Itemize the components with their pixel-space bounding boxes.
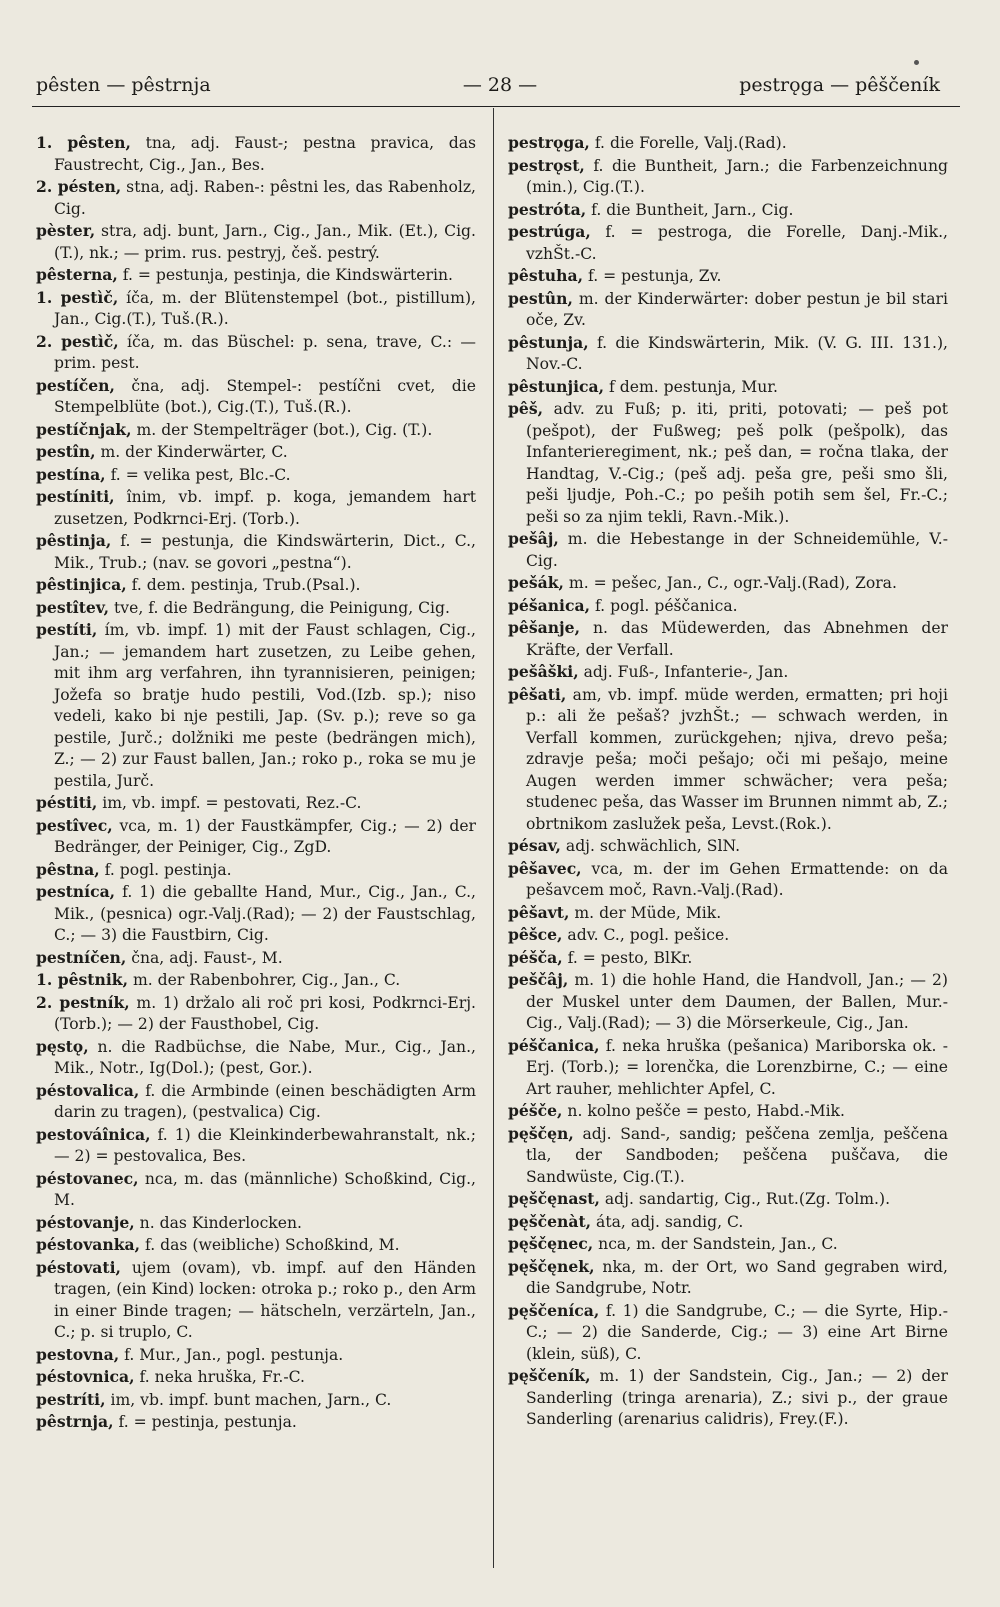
entry-definition: f dem. pestunja, Mur. (604, 377, 778, 396)
header-rule (32, 106, 960, 107)
entry-definition: m. = pešec, Jan., C., ogr.-Valj.(Rad), Zora. (563, 574, 897, 592)
entry-headword: pęščęnek, (508, 1256, 595, 1276)
dictionary-entry (36, 969, 476, 992)
entry-definition: tna, adj. Faust-; pestna pravica, das Faustrecht, Cig., Jan., Bes. (54, 134, 476, 174)
entry-headword: 2. pestìč, (36, 331, 119, 351)
entry-headword: 2. pésten, (36, 177, 122, 196)
entry-definition: adv. zu Fuß; p. iti, priti, potovati; — peš pot (pešpot), der Fußweg; peš polk (pešpolk), das Infanterieregiment, nk.; peš dan, = ročna tlaka, der Handtag, V.-Cig.; (peš adj. peša gre, peši smo šli, peši ljudje, Poh.-C.; po peših potih sem šel, Fr.-C.; peši so za njim tekli, Ravn.-Mik.). (526, 400, 948, 526)
entry-headword: pęščeníca, (508, 1300, 600, 1320)
dictionary-entry (36, 574, 476, 597)
entry-definition: am, vb. impf. müde werden, ermatten; pri hoji p.: ali že pešaš? jvzhŠt.; — schwach werden, in Verfall kommen, zurückgehen; njiva, drevo peša; zdravje peša; moči pešajo; oči mi pešajo, meine Augen werden immer schwächer; vera peša; studenec peša, das Wasser im Brunnen nimmt ab, Z.; obrtnikom zaslužek peša, Levst.(Rok.). (526, 685, 948, 833)
dictionary-entry (508, 1211, 948, 1234)
entry-headword: pêstinjica, (36, 575, 127, 594)
entry-definition: m. der Kinderwärter: dober pestun je bil stari oče, Zv. (526, 289, 948, 329)
entry-definition: f. neka hruška (pešanica) Mariborska ok. - Erj. (Torb.); = lorenčka, die Lorenzbirne, C.; — eine Art rauher, mehlichter Apfel, C. (526, 1036, 948, 1098)
dictionary-entry (508, 661, 948, 684)
entry-definition: stna, adj. Raben-: pêstni les, das Rabenholz, Cig. (54, 178, 476, 218)
entry-headword: pestováînica, (36, 1124, 151, 1144)
entry-headword: pestíčnjak, (36, 419, 132, 439)
dictionary-entry (36, 619, 476, 792)
dictionary-entry (36, 464, 476, 487)
dictionary-entry (36, 1212, 476, 1235)
entry-headword: pestîvec, (36, 815, 113, 835)
entry-headword: péstovnica, (36, 1367, 135, 1386)
entry-headword: pęstǫ, (36, 1036, 89, 1056)
column-separator (493, 108, 494, 1568)
entry-headword: pêstuha, (508, 266, 584, 285)
dictionary-entry (508, 572, 948, 595)
entry-definition: adj. sandartig, Cig., Rut.(Zg. Tolm.). (599, 1190, 891, 1208)
entry-headword: pêstna, (36, 859, 100, 879)
entry-headword: pestróta, (508, 199, 587, 219)
dictionary-entry (508, 1365, 948, 1431)
entry-headword: pestrǫst, (508, 155, 585, 175)
entry-definition: nca, m. der Sandstein, Jan., C. (593, 1235, 838, 1253)
dictionary-entry (36, 1168, 476, 1212)
entry-definition: adj. schwächlich, SlN. (560, 837, 741, 855)
dictionary-entry (508, 1035, 948, 1101)
entry-definition: f. dem. pestinja, Trub.(Psal.). (126, 576, 361, 594)
entry-definition: f. = pesto, BlKr. (562, 948, 693, 967)
entry-headword: péstovati, (36, 1257, 121, 1277)
dictionary-entry (36, 1389, 476, 1412)
dictionary-entry (508, 265, 948, 288)
entry-headword: pestovna, (36, 1344, 120, 1364)
entry-definition: n. das Kinderlocken. (134, 1213, 302, 1232)
dictionary-entry (508, 1188, 948, 1211)
dictionary-entry (508, 1100, 948, 1123)
dictionary-entry (508, 376, 948, 399)
entry-definition: im, vb. impf. = pestovati, Rez.-C. (97, 794, 362, 812)
entry-definition: adv. C., pogl. pešice. (562, 926, 730, 944)
entry-headword: pêstunja, (508, 332, 589, 352)
dictionary-entry (508, 595, 948, 618)
entry-headword: pešâški, (508, 662, 579, 681)
dictionary-entry (508, 684, 948, 836)
entry-headword: pestûn, (508, 288, 573, 308)
entry-headword: pêstrnja, (36, 1412, 114, 1431)
dictionary-entry (36, 331, 476, 375)
dictionary-entry (508, 332, 948, 376)
entry-headword: péšanica, (508, 595, 590, 615)
entry-definition: f. neka hruška, Fr.-C. (134, 1368, 305, 1386)
entry-definition: ujem (ovam), vb. impf. auf den Händen tragen, (ein Kind) locken: otroka p.; roko p., den Arm in einer Binde tragen; — hätscheln, verzärteln, Jan., C.; p. si truplo, C. (54, 1258, 476, 1341)
entry-headword: 1. pêstnik, (36, 970, 129, 989)
dictionary-entry (508, 199, 948, 222)
entry-definition: adj. Fuß-, Infanterie-, Jan. (578, 663, 789, 681)
dictionary-entry (36, 220, 476, 264)
dictionary-entry (508, 1123, 948, 1189)
entry-definition: íča, m. der Blütenstempel (bot., pistillum), Jan., Cig.(T.), Tuš.(R.). (54, 288, 476, 328)
dictionary-entry (508, 398, 948, 528)
entry-definition: m. 1) die hohle Hand, die Handvoll, Jan.; — 2) der Muskel unter dem Daumen, der Ballen, Mur.-Cig., Valj.(Rad); — 3) die Mörserkeule, Cig., Jan. (526, 971, 948, 1032)
dictionary-entry (36, 419, 476, 442)
dictionary-entry (36, 1036, 476, 1080)
entry-headword: pestíti, (36, 620, 98, 639)
entry-definition: f. die Kindswärterin, Mik. (V. G. III. 131.), Nov.-C. (526, 333, 948, 373)
entry-headword: pestríti, (36, 1389, 106, 1409)
dictionary-entry (36, 264, 476, 287)
entry-definition: adj. Sand-, sandig; peščena zemlja, peščena tla, der Sandboden; peščena puščava, die Sandwüste, Cig.(T.). (526, 1124, 948, 1186)
entry-definition: f. pogl. pestinja. (99, 860, 232, 879)
entry-headword: pêšati, (508, 684, 567, 704)
entry-definition: n. die Radbüchse, die Nabe, Mur., Cig., Jan., Mik., Notr., Ig(Dol.); (pest, Gor.). (54, 1037, 476, 1077)
entry-definition: f. Mur., Jan., pogl. pestunja. (119, 1345, 344, 1364)
entry-definition: m. 1) der Sandstein, Cig., Jan.; — 2) der Sanderling (tringa arenaria), Z.; sivi p., der graue Sanderling (arenarius calidris), Frey.(F.). (526, 1367, 948, 1428)
entry-definition: f. 1) die geballte Hand, Mur., Cig., Jan., C., Mik., (pesnica) ogr.-Valj.(Rad); — 2) der Faustschlag, C.; — 3) die Faustbirn, Cig. (54, 883, 476, 944)
dictionary-entry (508, 1233, 948, 1256)
entry-headword: 1. pêsten, (36, 133, 131, 152)
entry-headword: pestíčen, (36, 375, 115, 395)
page-header (36, 74, 964, 102)
entry-definition: f. die Forelle, Valj.(Rad). (589, 134, 787, 152)
dictionary-entry (508, 1300, 948, 1366)
entry-headword: pêšce, (508, 925, 563, 944)
entry-headword: péšča, (508, 947, 563, 967)
entry-headword: pešâj, (508, 529, 559, 548)
entry-definition: m. der Müde, Mik. (569, 903, 722, 922)
entry-headword: pêšavec, (508, 858, 582, 878)
dictionary-entry (508, 902, 948, 925)
dictionary-entry (508, 617, 948, 661)
dictionary-entry (36, 1124, 476, 1168)
dictionary-entry (36, 132, 476, 176)
dictionary-entry (36, 1411, 476, 1434)
header-left-guide-words: pêsten — pêstrnja (36, 74, 211, 96)
dictionary-entry (36, 375, 476, 419)
header-right-guide-words: pestrǫga — pêščeník (739, 74, 940, 96)
entry-definition: m. 1) držalo ali roč pri kosi, Podkrnci-Erj.(Torb.); — 2) der Fausthobel, Cig. (54, 993, 477, 1033)
dictionary-entry (508, 528, 948, 572)
dictionary-entry (508, 288, 948, 332)
entry-definition: vca, m. der im Gehen Ermattende: on da pešavcem moč, Ravn.-Valj.(Rad). (526, 859, 948, 899)
dictionary-entry (508, 155, 948, 199)
dictionary-entry (36, 1234, 476, 1257)
entry-definition: ím, vb. impf. 1) mit der Faust schlagen, Cig., Jan.; — jemandem hart zusetzen, zu Leibe gehen, mit ihm arg verfahren, ihn tyrannisieren, peinigen; Jožefa so bratje hudo pestili, Vod.(Izb. sp.); niso vedeli, kako bi nje pestili, Jap. (Sv. p.); reve so ga pestile, Jurč.; dolžniki me peste (bedrängen mich), Z.; — 2) zur Faust ballen, Jan.; roko p., roka se mu je pestila, Jurč. (54, 621, 476, 790)
entry-headword: péstovanje, (36, 1212, 135, 1232)
left-column (36, 132, 476, 1434)
dictionary-entry (508, 221, 948, 265)
dictionary-entry (508, 969, 948, 1035)
entry-headword: pestníčen, (36, 947, 127, 967)
entry-headword: pêšanje, (508, 618, 581, 637)
dictionary-entry (36, 1257, 476, 1344)
entry-definition: f. 1) die Sandgrube, C.; — die Syrte, Hip.-C.; — 2) die Sanderde, Cig.; — 3) eine Art Birne (klein, süß), C. (526, 1301, 948, 1363)
entry-headword: péstovanka, (36, 1235, 141, 1254)
dictionary-entry (508, 924, 948, 947)
entry-definition: m. die Hebestange in der Schneidemühle, V.-Cig. (526, 530, 948, 570)
entry-definition: im, vb. impf. bunt machen, Jarn., C. (105, 1390, 392, 1409)
dictionary-entry (36, 1080, 476, 1124)
dictionary-entry (508, 947, 948, 970)
dictionary-entry (36, 792, 476, 815)
dictionary-entry (36, 881, 476, 947)
entry-definition: f. = pestinja, pestunja. (113, 1413, 297, 1431)
entry-headword: pęščęnec, (508, 1234, 594, 1253)
entry-definition: nka, m. der Ort, wo Sand gegraben wird, die Sandgrube, Notr. (526, 1257, 948, 1297)
entry-headword: pestîtev, (36, 597, 110, 617)
entry-headword: pęščeník, (508, 1366, 591, 1385)
ink-spot (914, 60, 919, 65)
entry-headword: pestrǫga, (508, 133, 590, 152)
entry-headword: pêstinja, (36, 531, 112, 550)
entry-headword: pésav, (508, 836, 561, 855)
dictionary-entry (36, 486, 476, 530)
entry-headword: péstovalica, (36, 1080, 140, 1100)
dictionary-entry (36, 176, 476, 220)
entry-definition: înim, vb. impf. p. koga, jemandem hart zusetzen, Podkrnci-Erj. (Torb.). (54, 488, 476, 528)
entry-headword: pęščenàt, (508, 1211, 592, 1231)
entry-headword: pêstunjica, (508, 376, 605, 396)
entry-definition: m. der Stempelträger (bot.), Cig. (T.). (131, 420, 433, 439)
entry-headword: péstiti, (36, 793, 98, 812)
entry-headword: pestrúga, (508, 222, 591, 241)
dictionary-entry (36, 1366, 476, 1389)
entry-definition: tve, f. die Bedrängung, die Peinigung, Cig. (109, 598, 450, 617)
entry-definition: f. = pestunja, pestinja, die Kindswärterin. (117, 266, 453, 284)
entry-definition: n. das Müdewerden, das Abnehmen der Kräfte, der Verfall. (526, 619, 948, 659)
entry-headword: péstovanec, (36, 1168, 139, 1188)
entry-definition: f. die Armbinde (einen beschädigten Arm darin zu tragen), (pestvalica) Cig. (54, 1081, 476, 1121)
entry-definition: n. kolno pešče = pesto, Habd.-Mik. (562, 1102, 845, 1120)
entry-definition: f. das (weibliche) Schoßkind, M. (140, 1236, 400, 1254)
entry-definition: f. 1) die Kleinkinderbewahranstalt, nk.; — 2) = pestovalica, Bes. (54, 1125, 476, 1165)
dictionary-entry (36, 530, 476, 574)
entry-definition: áta, adj. sandig, C. (591, 1212, 744, 1231)
page-number: — 28 — (462, 74, 538, 96)
entry-headword: pęščęn, (508, 1123, 574, 1143)
entry-definition: čna, adj. Faust-, M. (126, 948, 283, 967)
dictionary-entry (36, 597, 476, 620)
dictionary-entry (36, 859, 476, 882)
entry-definition: f. = pestunja, die Kindswärterin, Dict., C., Mik., Trub.; (nav. se govori „pestna“). (54, 532, 476, 572)
dictionary-entry (508, 835, 948, 858)
entry-headword: pêšavt, (508, 902, 570, 922)
entry-headword: pestíniti, (36, 487, 115, 506)
right-column (508, 132, 948, 1431)
entry-definition: čna, adj. Stempel-: pestíčni cvet, die Stempelblüte (bot.), Cig.(T.), Tuš.(R.). (54, 376, 476, 416)
dictionary-entry (36, 815, 476, 859)
dictionary-entry (36, 1344, 476, 1367)
dictionary-entry (508, 132, 948, 155)
entry-headword: pešák, (508, 573, 564, 592)
entry-headword: péščanica, (508, 1035, 600, 1055)
entry-headword: pestníca, (36, 882, 116, 901)
entry-definition: f. die Buntheit, Jarn., Cig. (586, 200, 794, 219)
entry-headword: pestîn, (36, 442, 96, 461)
entry-headword: pestína, (36, 464, 106, 484)
entry-definition: íča, m. das Büschel: p. sena, trave, C.: — prim. pest. (54, 332, 476, 372)
entry-definition: f. die Buntheit, Jarn.; die Farbenzeichnung (min.), Cig.(T.). (526, 156, 948, 196)
entry-definition: m. der Kinderwärter, C. (95, 443, 288, 461)
entry-definition: nca, m. das (männliche) Schoßkind, Cig., M. (54, 1169, 476, 1209)
entry-definition: f. = velika pest, Blc.-C. (105, 465, 291, 484)
dictionary-entry (36, 287, 476, 331)
dictionary-entry (36, 947, 476, 970)
entry-definition: f. = pestunja, Zv. (583, 267, 722, 285)
entry-definition: m. der Rabenbohrer, Cig., Jan., C. (128, 971, 401, 989)
entry-headword: pęščęnast, (508, 1189, 600, 1208)
entry-definition: f. = pestroga, die Forelle, Danj.-Mik., vzhŠt.-C. (526, 223, 948, 263)
entry-headword: peščâj, (508, 970, 569, 989)
entry-headword: péšče, (508, 1101, 563, 1120)
dictionary-entry (508, 1256, 948, 1300)
entry-headword: pêš, (508, 399, 544, 418)
entry-headword: pêsterna, (36, 265, 118, 284)
dictionary-entry (508, 858, 948, 902)
dictionary-entry (36, 441, 476, 464)
entry-headword: 2. pestník, (36, 992, 130, 1012)
dictionary-entry (36, 992, 476, 1036)
entry-definition: stra, adj. bunt, Jarn., Cig., Jan., Mik. (Et.), Cig. (T.), nk.; — prim. rus. pestryj, češ. pestrý. (54, 222, 476, 262)
entry-definition: f. pogl. péščanica. (590, 596, 738, 615)
entry-headword: 1. pestìč, (36, 287, 119, 307)
entry-headword: pèster, (36, 221, 96, 240)
entry-definition: vca, m. 1) der Faustkämpfer, Cig.; — 2) der Bedränger, der Peiniger, Cig., ZgD. (54, 816, 476, 856)
